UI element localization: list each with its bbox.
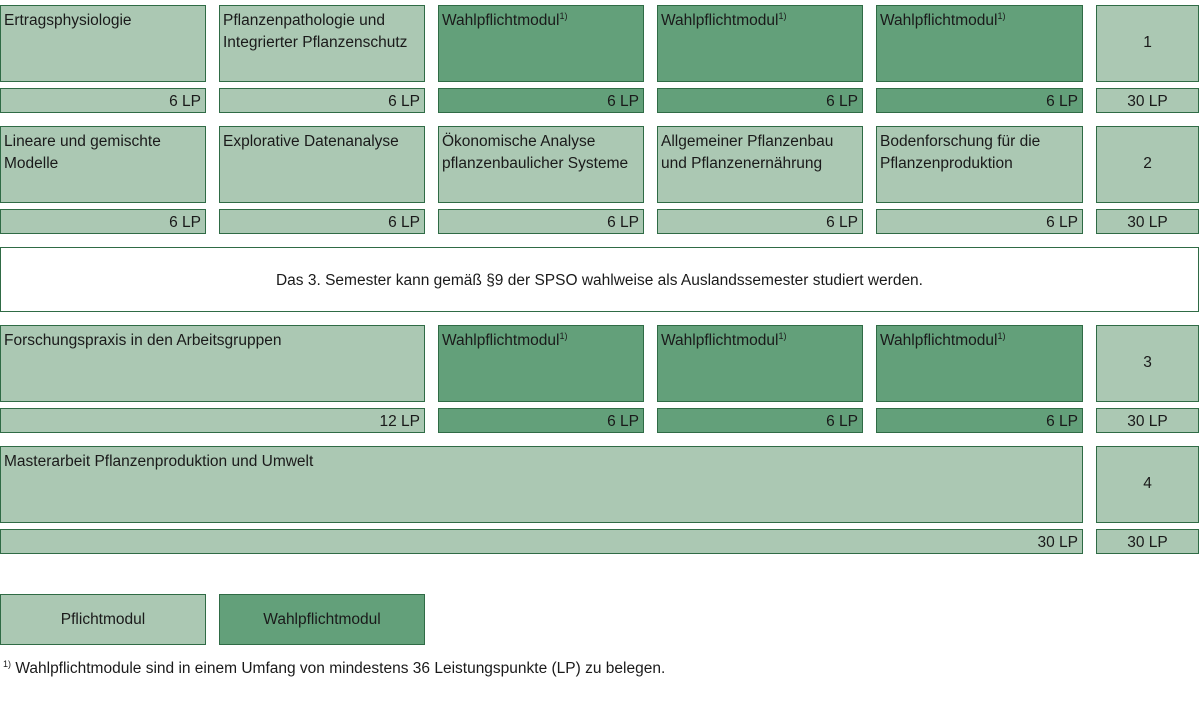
module-lp: 6 LP	[826, 413, 858, 430]
module-s1-4-lp	[657, 88, 863, 113]
module-s2-2	[219, 126, 425, 203]
module-s2-3-lp	[438, 209, 644, 234]
module-title: Bodenforschung für die Pflanzenproduktion	[880, 133, 1041, 172]
module-s2-4	[657, 126, 863, 203]
footnote	[3, 660, 665, 678]
footnote-marker: 1)	[778, 330, 787, 341]
module-title: Wahlpflichtmodul$^{1)}$	[442, 10, 568, 29]
module-s2-1	[0, 126, 206, 203]
module-title: Lineare und gemischte Modelle	[4, 133, 161, 172]
semester-1-number-box	[1096, 5, 1199, 82]
module-lp: 6 LP	[169, 214, 201, 231]
module-s2-1-lp	[0, 209, 206, 234]
module-s1-1-lp	[0, 88, 206, 113]
module-title: Wahlpflichtmodul$^{1)}$	[880, 10, 1006, 29]
semester-1-total-box	[1096, 88, 1199, 113]
module-title: Masterarbeit Pflanzenproduktion und Umwelt	[4, 453, 314, 470]
semester-number: 4	[1143, 475, 1152, 492]
module-s3-4	[876, 325, 1083, 402]
abroad-semester-note	[0, 247, 1199, 312]
module-s1-2	[219, 5, 425, 82]
module-title: Forschungspraxis in den Arbeitsgruppen	[4, 332, 282, 349]
legend-label: Pflichtmodul	[60, 611, 146, 628]
module-title: Ökonomische Analyse pflanzenbaulicher Systeme	[442, 133, 629, 172]
module-s2-2-lp	[219, 209, 425, 234]
module-s1-5	[876, 5, 1083, 82]
module-s2-5-lp	[876, 209, 1083, 234]
legend-pflichtmodul	[0, 594, 206, 645]
module-lp: 6 LP	[607, 214, 639, 231]
module-s1-3-lp	[438, 88, 644, 113]
semester-total-lp: 30 LP	[1127, 413, 1168, 430]
module-lp: 6 LP	[169, 93, 201, 110]
semester-4-number-box	[1096, 446, 1199, 523]
module-s1-5-lp	[876, 88, 1083, 113]
module-s2-5	[876, 126, 1083, 203]
module-s2-4-lp	[657, 209, 863, 234]
semester-2-number-box	[1096, 126, 1199, 203]
module-s2-3	[438, 126, 644, 203]
module-s3-2-lp	[438, 408, 644, 433]
module-lp: 6 LP	[826, 93, 858, 110]
legend-label: Wahlpflichtmodul	[263, 611, 381, 628]
module-title: Wahlpflichtmodul$^{1)}$	[442, 330, 568, 349]
module-s4-1	[0, 446, 1083, 523]
footnote-marker: 1)	[997, 10, 1006, 21]
semester-number: 2	[1143, 155, 1152, 172]
legend-wahlpflichtmodul	[219, 594, 425, 645]
module-lp: 6 LP	[607, 93, 639, 110]
module-lp: 6 LP	[388, 93, 420, 110]
module-title: Explorative Datenanalyse	[223, 133, 399, 150]
footnote-marker: 1)	[559, 10, 568, 21]
module-lp: 12 LP	[379, 413, 420, 430]
footnote-marker: 1)	[997, 330, 1006, 341]
module-s1-1	[0, 5, 206, 82]
semester-total-lp: 30 LP	[1127, 534, 1168, 551]
semester-number: 1	[1143, 34, 1152, 51]
semester-3-number-box	[1096, 325, 1199, 402]
module-lp: 6 LP	[607, 413, 639, 430]
module-s3-2	[438, 325, 644, 402]
module-lp: 6 LP	[826, 214, 858, 231]
module-title: Pflanzenpathologie und Integrierter Pflanzenschutz	[223, 12, 408, 51]
semester-total-lp: 30 LP	[1127, 214, 1168, 231]
module-lp: 6 LP	[1046, 93, 1078, 110]
module-title: Ertragsphysiologie	[4, 12, 132, 29]
module-title: Wahlpflichtmodul$^{1)}$	[880, 330, 1006, 349]
module-s1-2-lp	[219, 88, 425, 113]
module-lp: 30 LP	[1037, 534, 1078, 551]
semester-number: 3	[1143, 354, 1152, 371]
semester-3-total-box	[1096, 408, 1199, 433]
footnote-marker: 1)	[3, 658, 12, 669]
footnote-marker: 1)	[778, 10, 787, 21]
footnote-text: Wahlpflichtmodule sind in einem Umfang von mindestens 36 Leistungspunkte (LP) zu belegen.	[15, 660, 666, 677]
module-s3-4-lp	[876, 408, 1083, 433]
module-s3-3	[657, 325, 863, 402]
module-title: Allgemeiner Pflanzenbau und Pflanzenernährung	[661, 133, 834, 172]
module-lp: 6 LP	[1046, 214, 1078, 231]
module-s3-1	[0, 325, 425, 402]
module-lp: 6 LP	[1046, 413, 1078, 430]
module-s3-3-lp	[657, 408, 863, 433]
module-s1-4	[657, 5, 863, 82]
semester-2-total-box	[1096, 209, 1199, 234]
module-title: Wahlpflichtmodul$^{1)}$	[661, 10, 787, 29]
footnote-marker: 1)	[559, 330, 568, 341]
module-s1-3	[438, 5, 644, 82]
note-text: Das 3. Semester kann gemäß §9 der SPSO wahlweise als Auslandssemester studiert werden.	[275, 272, 923, 289]
module-s3-1-lp	[0, 408, 425, 433]
module-title: Wahlpflichtmodul$^{1)}$	[661, 330, 787, 349]
semester-4-total-box	[1096, 529, 1199, 554]
semester-total-lp: 30 LP	[1127, 93, 1168, 110]
module-lp: 6 LP	[388, 214, 420, 231]
module-s4-1-lp	[0, 529, 1083, 554]
